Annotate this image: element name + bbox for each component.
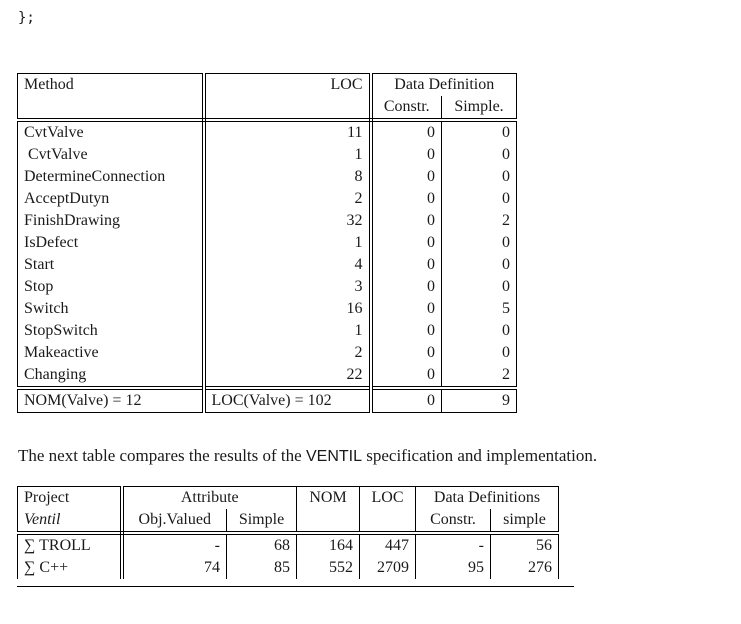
loc-cell: 1	[204, 232, 371, 254]
header-ventil: Ventil	[18, 509, 122, 533]
footer-loc: LOC(Valve) = 102	[204, 388, 371, 413]
table1-footer-row	[18, 388, 517, 413]
table2-bottom-rule	[17, 586, 574, 587]
method-cell: CvtValve	[18, 120, 204, 144]
code-line: };	[18, 10, 35, 26]
nom-cell: 552	[297, 557, 360, 579]
header-project: Project	[18, 487, 122, 510]
dd-simple-cell: 56	[491, 533, 559, 557]
table-row	[18, 298, 517, 320]
loc-cell: 1	[204, 320, 371, 342]
method-cell: AcceptDutyn	[18, 188, 204, 210]
loc-cell: 32	[204, 210, 371, 232]
dd-constr-cell: -	[416, 533, 491, 557]
footer-nom: NOM(Valve) = 12	[18, 388, 204, 413]
header-data-definition: Data Definition	[371, 74, 517, 97]
header-loc2: LOC	[360, 487, 416, 510]
header-simple: Simple.	[442, 96, 517, 120]
table-row	[18, 232, 517, 254]
obj-valued-cell: 74	[122, 557, 227, 579]
method-cell: StopSwitch	[18, 320, 204, 342]
obj-valued-cell: -	[122, 533, 227, 557]
loc-cell: 11	[204, 120, 371, 144]
table2-header-row	[18, 487, 559, 510]
loc-cell: 447	[360, 533, 416, 557]
loc-cell: 2	[204, 188, 371, 210]
method-cell: IsDefect	[18, 232, 204, 254]
simple-cell: 0	[442, 188, 517, 210]
method-cell: Makeactive	[18, 342, 204, 364]
nom-cell: 164	[297, 533, 360, 557]
table-row	[18, 166, 517, 188]
table-row	[18, 276, 517, 298]
method-cell: Switch	[18, 298, 204, 320]
simple-cell: 0	[442, 320, 517, 342]
loc-cell: 2709	[360, 557, 416, 579]
loc-cell: 3	[204, 276, 371, 298]
table-row	[18, 557, 559, 579]
table-row	[18, 342, 517, 364]
simple-cell: 0	[442, 144, 517, 166]
attr-simple-cell: 85	[227, 557, 297, 579]
dd-constr-cell: 95	[416, 557, 491, 579]
loc-cell: 22	[204, 364, 371, 388]
header-dd-constr: Constr.	[416, 509, 491, 533]
method-cell: Changing	[18, 364, 204, 388]
constr-cell: 0	[371, 144, 442, 166]
simple-cell: 5	[442, 298, 517, 320]
footer-constr: 0	[371, 388, 442, 413]
constr-cell: 0	[371, 276, 442, 298]
method-cell: DetermineConnection	[18, 166, 204, 188]
project-cell: ∑ C++	[18, 557, 122, 579]
footer-simple: 9	[442, 388, 517, 413]
constr-cell: 0	[371, 254, 442, 276]
constr-cell: 0	[371, 232, 442, 254]
project-comparison-table	[17, 486, 559, 579]
paragraph-keyword: VENTIL	[305, 448, 362, 465]
loc-cell: 2	[204, 342, 371, 364]
table-row	[18, 533, 559, 557]
table1-header-row	[18, 74, 517, 97]
paragraph-text-start: The next table compares the results of the	[18, 446, 306, 465]
method-cell: FinishDrawing	[18, 210, 204, 232]
loc-cell: 16	[204, 298, 371, 320]
header-method: Method	[18, 74, 204, 97]
table-row	[18, 320, 517, 342]
method-loc-table	[17, 73, 517, 413]
header-data-definitions: Data Definitions	[416, 487, 559, 510]
simple-cell: 0	[442, 120, 517, 144]
header-nom: NOM	[297, 487, 360, 510]
loc-cell: 8	[204, 166, 371, 188]
table-row	[18, 364, 517, 388]
simple-cell: 2	[442, 210, 517, 232]
constr-cell: 0	[371, 342, 442, 364]
simple-cell: 2	[442, 364, 517, 388]
paragraph-text-end: specification and implementation.	[361, 446, 598, 465]
method-cell: Stop	[18, 276, 204, 298]
simple-cell: 0	[442, 166, 517, 188]
loc-cell: 4	[204, 254, 371, 276]
comparison-paragraph	[18, 446, 597, 466]
header-obj-valued: Obj.Valued	[122, 509, 227, 533]
simple-cell: 0	[442, 276, 517, 298]
header-constr: Constr.	[371, 96, 442, 120]
header-loc: LOC	[204, 74, 371, 97]
header-dd-simple: simple	[491, 509, 559, 533]
loc-cell: 1	[204, 144, 371, 166]
constr-cell: 0	[371, 188, 442, 210]
attr-simple-cell: 68	[227, 533, 297, 557]
dd-simple-cell: 276	[491, 557, 559, 579]
table-row	[18, 120, 517, 144]
method-cell: CvtValve	[18, 144, 204, 166]
header-attr-simple: Simple	[227, 509, 297, 533]
table2-subheader-row	[18, 509, 559, 533]
constr-cell: 0	[371, 298, 442, 320]
constr-cell: 0	[371, 166, 442, 188]
constr-cell: 0	[371, 364, 442, 388]
constr-cell: 0	[371, 210, 442, 232]
simple-cell: 0	[442, 342, 517, 364]
table1-subheader-row	[18, 96, 517, 120]
method-cell: Start	[18, 254, 204, 276]
simple-cell: 0	[442, 232, 517, 254]
simple-cell: 0	[442, 254, 517, 276]
constr-cell: 0	[371, 120, 442, 144]
table-row	[18, 210, 517, 232]
header-attribute: Attribute	[122, 487, 297, 510]
project-cell: ∑ TROLL	[18, 533, 122, 557]
table-row	[18, 144, 517, 166]
constr-cell: 0	[371, 320, 442, 342]
table-row	[18, 254, 517, 276]
table-row	[18, 188, 517, 210]
